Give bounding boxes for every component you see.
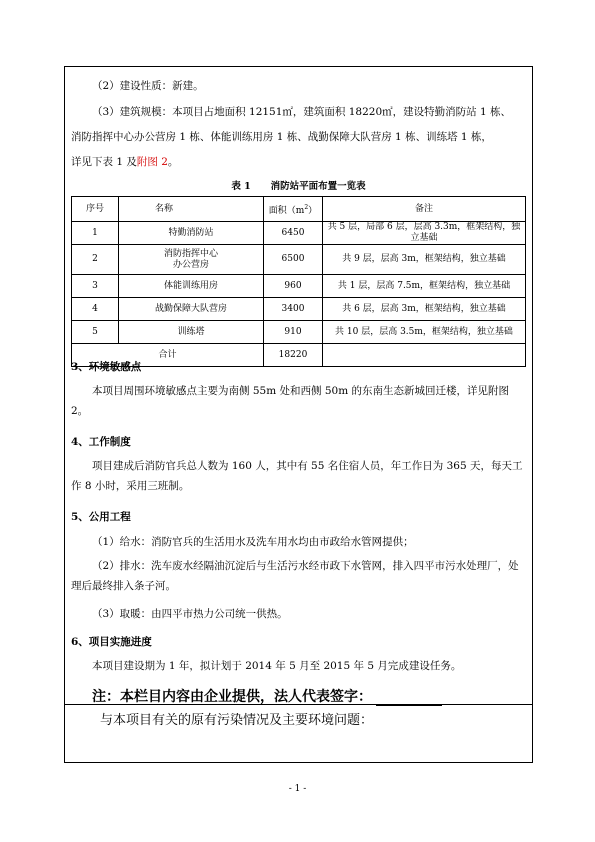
section4-text: 项目建成后消防官兵总人数为 160 人，其中有 55 名住宿人员，年工作日为 365 天，每天工作 8 小时，采用三班制。 (71, 460, 523, 492)
row-no: 1 (72, 222, 119, 245)
row-name: 体能训练用房 (119, 275, 264, 298)
row-no: 2 (72, 245, 119, 275)
row-no: 4 (72, 298, 119, 321)
total-label: 合计 (72, 344, 264, 367)
header-no: 序号 (72, 197, 119, 222)
row-note: 共 1 层，层高 7.5m，框架结构，独立基础 (323, 275, 526, 298)
table-caption: 表 1 消防站平面布置一览表 (231, 181, 366, 192)
header-note: 备注 (323, 197, 526, 222)
total-note (323, 344, 526, 367)
row-area: 6450 (264, 222, 323, 245)
pollution-question: 与本项目有关的原有污染情况及主要环境问题： (100, 713, 374, 728)
section6-heading: 6、项目实施进度 (71, 636, 152, 648)
section-divider (64, 704, 533, 705)
header-area: 面积$(m^2)$ (264, 197, 323, 222)
row-note: 共 6 层，层高 3m，框架结构，独立基础 (323, 298, 526, 321)
appendix-link[interactable]: 附图 2 (136, 156, 168, 168)
section4-heading: 4、工作制度 (71, 436, 131, 448)
row-no: 5 (72, 321, 119, 344)
table-row (72, 245, 526, 275)
page-number: - 1 - (288, 784, 307, 794)
construction-scale-line2: 消防指挥中心办公营房 1 栋、体能训练用房 1 栋、战勤保障大队营房 1 栋、训练塔 1 栋， (71, 131, 492, 143)
layout-table (71, 196, 526, 367)
total-area: 18220 (264, 344, 323, 367)
row-name: 训练塔 (119, 321, 264, 344)
table-row (72, 275, 526, 298)
drainage: （2）排水：洗车废水经隔油沉淀后与生活污水经市政下水管网，排入四平市污水处理厂，处理后最终排入条子河。 (71, 560, 519, 592)
row-note: 共 9 层，层高 3m，框架结构，独立基础 (323, 245, 526, 275)
construction-scale-line3: 详见下表 1 及附图 2。 (71, 156, 179, 168)
signature-note: 注：本栏目内容由企业提供，法人代表签字： (92, 686, 442, 706)
row-area: 6500 (264, 245, 323, 275)
table-header-row (72, 197, 526, 222)
row-name: 消防指挥中心 办公营房 (119, 245, 264, 275)
heating: （3）取暖：由四平市热力公司统一供热。 (92, 608, 288, 620)
section6-text: 本项目建设期为 1 年，拟计划于 2014 年 5 月至 2015 年 5 月完成建设任务。 (92, 660, 462, 672)
construction-nature: （2）建设性质：新建。 (92, 80, 204, 92)
row-name: 战勤保障大队营房 (119, 298, 264, 321)
section3-heading: 3、环境敏感点 (71, 361, 142, 373)
water-supply: （1）给水：消防官兵的生活用水及洗车用水均由市政给水管网提供； (92, 536, 414, 548)
row-note: 共 10 层，层高 3.5m，框架结构，独立基础 (323, 321, 526, 344)
row-area: 960 (264, 275, 323, 298)
row-name: 特勤消防站 (119, 222, 264, 245)
section3-text: 本项目周围环境敏感点主要为南侧 55m 处和西侧 50m 的东南生态新城回迁楼，详见附图 2。 (71, 385, 509, 417)
construction-scale-line1: （3）建筑规模：本项目占地面积 12151㎡，建筑面积 18220㎡，建设特勤消防站 1 栋、 (92, 106, 512, 118)
table-row (72, 298, 526, 321)
row-no: 3 (72, 275, 119, 298)
table-row (72, 321, 526, 344)
section5-heading: 5、公用工程 (71, 511, 131, 523)
row-area: 3400 (264, 298, 323, 321)
row-note: 共 5 层，局部 6 层，层高 3.3m，框架结构，独立基础 (323, 222, 526, 245)
table-row (72, 222, 526, 245)
row-area: 910 (264, 321, 323, 344)
header-name: 名称 (119, 197, 264, 222)
